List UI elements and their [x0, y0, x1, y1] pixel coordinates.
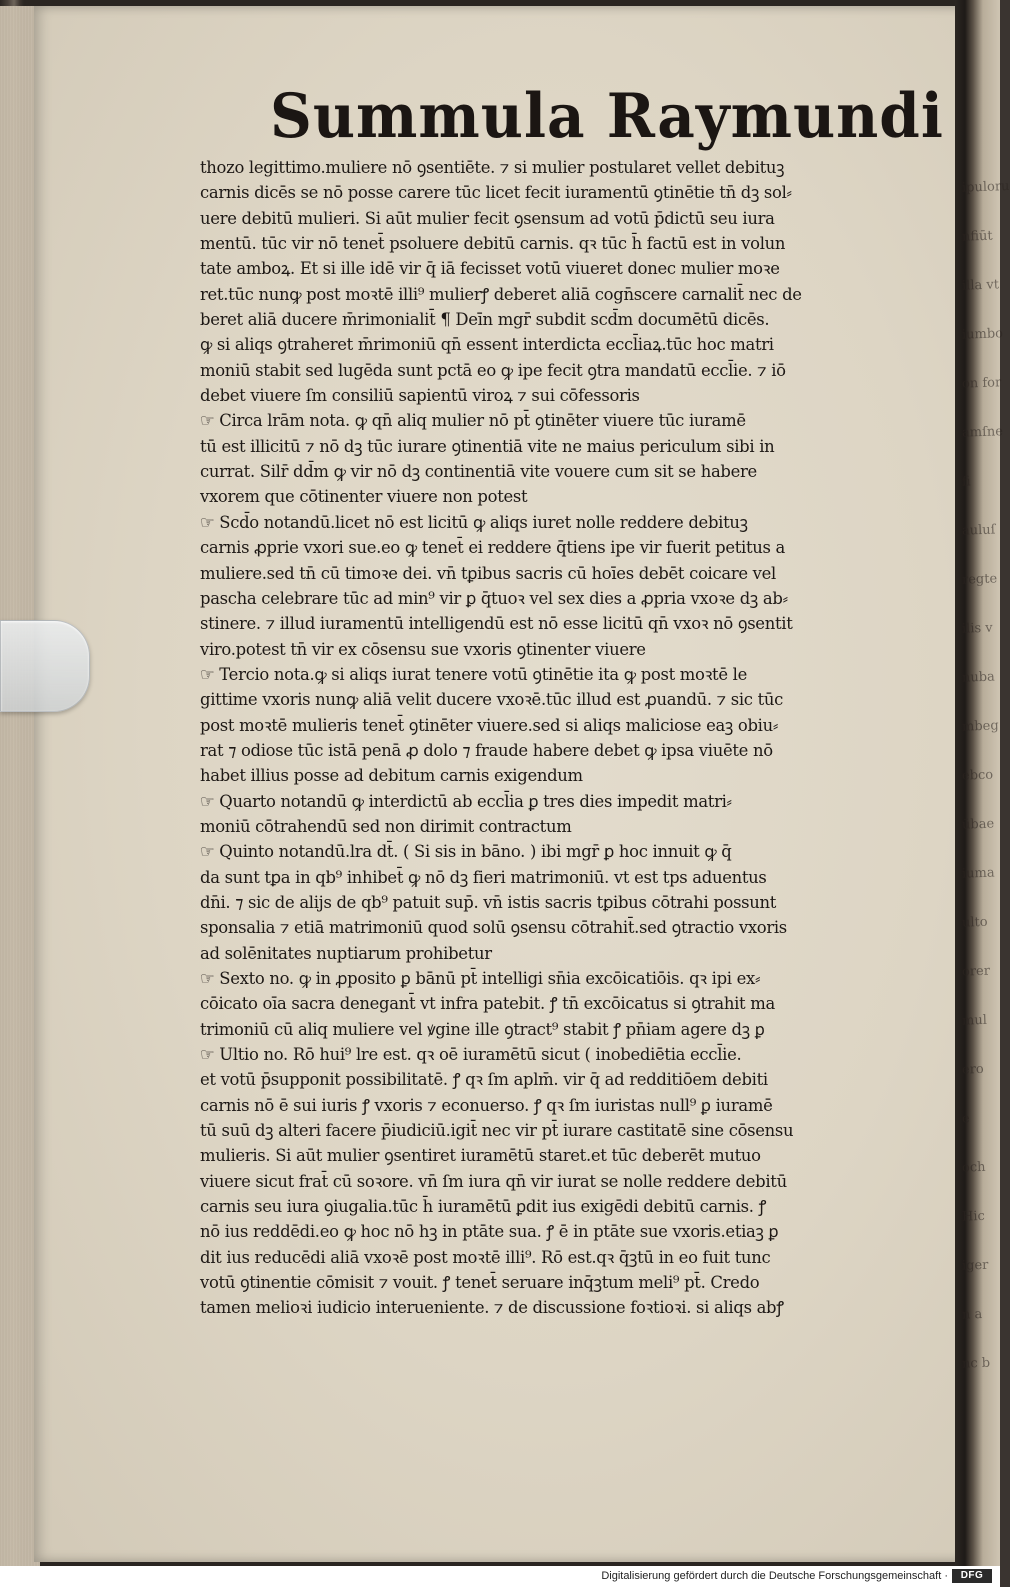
text-line: carnis seu iura ꝯiugalia.tūc h̄ iuramētū ꝑdit ius exigēdi debitū carnis. ꝭ	[200, 1197, 767, 1217]
text-line: ☞ Ultio no. Rō hui⁹ lre est. qꝛ oē iuramētū sicut ( inobediētia eccl̄ie.	[200, 1045, 742, 1065]
text-line: cōicato oīa sacra denegant̄ vt infra patebit. ꝭ tn̄ excōicatus si ꝯtrahit ma	[200, 994, 775, 1014]
text-line: vxorem que cōtinenter viuere non potest	[200, 487, 528, 507]
text-line: carnis dicēs se nō posse carere tūc licet fecit iuramentū ꝯtinētie tn̄ dꝫ sol⸗	[200, 183, 792, 203]
text-line: ꝙ si aliqs ꝯtraheret m̄rimoniū qn̄ essent interdicta eccl̄iaꝝ.tūc hoc matri	[200, 335, 774, 355]
facing-fragment: iuma	[961, 865, 995, 882]
body-text	[200, 155, 880, 1321]
facing-fragment: ūbae	[961, 816, 995, 833]
text-line: dn̄i. ⁊ sic de alijs de qb⁹ patuit sup̄. vn̄ istis sacris tꝑibus cōtrahi possunt	[200, 892, 777, 912]
text-line: muliere.sed tn̄ cū timoꝛe dei. vn̄ tꝑibus sacris cū hoīes debēt coicare vel	[200, 563, 776, 583]
text-line: ☞ Sexto no. ꝙ in ꝓposito ꝑ bānū pt̄ intelligi sn̄ia excōicatiōis. qꝛ ipi ex⸗	[200, 969, 761, 988]
text-line: tū suū dꝫ alteri facere p̄iudiciū.igit̄ nec vir pt̄ iurare castitatē sine cōsensu	[200, 1121, 794, 1141]
text-line: sponsalia ⁊ etiā matrimoniū quod solū ꝯsensu cōtrahit̄.sed ꝯtractio vxoris	[200, 918, 787, 938]
text-line: mulieris. Si aūt mulier ꝯsentiret iuramētū staret.et tūc deberēt mutuo	[200, 1146, 761, 1166]
text-line: da sunt tꝑa in qb⁹ inhibet̄ ꝙ nō dꝫ fieri matrimoniū. vt est tps aduentus	[200, 867, 767, 887]
facing-fragment: ilis v	[961, 620, 993, 637]
facing-fragment: n a	[961, 1306, 983, 1323]
text-line: gittime vxoris nunꝙ aliā velit ducere vxoꝛē.tūc illud est ꝓuandū. ⁊ sic tūc	[200, 690, 783, 710]
text-line: viuere sicut frat̄ cū soꝛore. vn̄ ſm iura qn̄ vir iurat se nolle reddere debitū	[200, 1171, 787, 1191]
facing-fragment: regte	[961, 571, 998, 588]
text-line: post moꝛtē mulieris tenet̄ ꝯtinēter viuere.sed si aliqs maliciose eaꝫ obiu⸗	[200, 715, 779, 735]
text-line: ad solēnitates nuptiarum prohibetur	[200, 943, 492, 963]
text-line: beret aliā ducere m̄rimonialit̄ ¶ Deīn mgr̄ subdit scd̄m documētū dicēs.	[200, 310, 770, 330]
text-line: thozo legittimo.muliere nō ꝯsentiēte. ⁊ si mulier postularet vellet debituꝫ	[200, 158, 785, 177]
dfg-logo: DFG	[952, 1569, 992, 1583]
facing-fragment: ero	[961, 1061, 984, 1078]
text-line: ☞ Quinto notandū.lra dt̄. ( Si sis in bāno. ) ibi mgr̄ ꝑ hoc innuit ꝙ q̄	[200, 842, 732, 862]
facing-fragment: on for	[961, 375, 1002, 392]
text-line: rat ⁊ odiose tūc istā penā ꝓ dolo ⁊ fraude habere debet ꝙ ipsa viuēte nō	[200, 740, 773, 760]
facing-fragment: nuba	[961, 669, 996, 686]
text-line: tate amboꝝ. Et si ille idē vir q̄ iā fecisset votū viueret donec mulier moꝛe	[200, 259, 780, 279]
text-line: moniū cōtrahendū sed non dirimit contractum	[200, 816, 572, 836]
text-line: moniū stabit sed lugēda sunt pctā eo ꝙ ipe fecit ꝯtra mandatū eccl̄ie. ⁊ iō	[200, 360, 786, 380]
text-line: votū ꝯtinentie cōmisit ⁊ vouit. ꝭ tenet̄ seruare inq̄ꝫtum meli⁹ pt̄. Credo	[200, 1273, 760, 1293]
facing-fragment: iger	[961, 1257, 989, 1274]
facing-fragment: ipuloru	[961, 179, 1010, 196]
facing-fragment: mul	[961, 1012, 988, 1029]
text-line: carnis ꝓprie vxori sue.eo ꝙ tenet̄ ei reddere q̄tiens ipe vir fuerit petitus a	[200, 538, 786, 558]
text-line: uere debitū mulieri. Si aūt mulier fecit ꝯsensum ad votū p̄dictū seu iura	[200, 208, 775, 228]
text-line: trimoniū cū aliq muliere vel ꝟgine ille ꝯtract⁹ stabit ꝭ pn̄iam agere dꝫ ꝑ	[200, 1019, 765, 1039]
facing-fragment: nfiūt	[961, 228, 993, 245]
facing-fragment: illa vt	[961, 277, 1000, 294]
text-line: ☞ Scd̄o notandū.licet nō est licitū ꝙ aliqs iuret nolle reddere debituꝫ	[200, 512, 748, 532]
page-title: Summula Raymundi	[270, 80, 944, 152]
text-line: habet illius posse ad debitum carnis exigendum	[200, 766, 583, 786]
facing-fragment: och	[961, 1159, 986, 1176]
facing-fragment: auluſ	[961, 522, 996, 539]
text-line: tū est illicitū ⁊ nō dꝫ tūc iurare ꝯtinentiā vite ne maius periculum sibi in	[200, 436, 775, 456]
text-line: debet viuere ſm consiliū sapientū viroꝝ ⁊ sui cōfessoris	[200, 386, 640, 406]
facing-fragment: ebco	[961, 767, 994, 784]
text-line: currat. Silr̄ dd̄m ꝙ vir nō dꝫ continentiā vite vouere cum sit se habere	[200, 462, 757, 482]
facing-page-fragments	[961, 179, 1010, 1372]
text-line: ret.tūc nunꝙ post moꝛtē illi⁹ mulierꝭ deberet aliā cogn̄scere carnalit̄ nec de	[200, 284, 802, 304]
facing-fragment: ulto	[961, 914, 988, 931]
facing-fragment: Hic	[961, 1208, 986, 1225]
facing-fragment: orer	[961, 963, 991, 980]
text-line: tamen melioꝛi iudicio interueniente. ⁊ de discussione foꝛtioꝛi. si aliqs abꝭ	[200, 1298, 784, 1318]
text-line: ☞ Circa lrām nota. ꝙ qn̄ aliq mulier nō pt̄ ꝯtinēter viuere tūc iuramē	[200, 411, 746, 431]
text-line: et votū p̄supponit possibilitatē. ꝭ qꝛ ſm aplm̄. vir q̄ ad redditiōem debiti	[200, 1070, 768, 1090]
text-line: nō ius reddēdi.eo ꝙ hoc nō hꝫ in ptāte sua. ꝭ ē in ptāte sue vxoris.etiaꝫ ꝑ	[200, 1222, 779, 1242]
text-line: dit ius reducēdi aliā vxoꝛē post moꝛtē illi⁹. Rō est.qꝛ q̄ꝫtū in eo fuit tunc	[200, 1247, 771, 1267]
text-line: mentū. tūc vir nō tenet̄ psoluere debitū carnis. qꝛ tūc h̄ factū est in volun	[200, 234, 786, 254]
facing-fragment: fi	[961, 474, 971, 490]
text-line: viro.potest tn̄ vir ex cōsensu sue vxoris ꝯtinenter viuere	[200, 639, 646, 659]
text-line: stinere. ⁊ illud iuramentū intelligendū est nō esse licitū qn̄ vxoꝛ nō ꝯsentit	[200, 614, 793, 634]
facing-fragment: e	[961, 1111, 970, 1127]
facing-fragment: amſne	[961, 424, 1004, 441]
text-line: carnis nō ē sui iuris ꝭ vxoris ⁊ econuerso. ꝭ qꝛ ſm iuristas null⁹ ꝑ iuramē	[200, 1095, 773, 1115]
text-line: ☞ Tercio nota.ꝙ si aliqs iurat tenere votū ꝯtinētie ita ꝙ post moꝛtē le	[200, 664, 747, 684]
digitization-credit: Digitalisierung gefördert durch die Deutsche Forschungsgemeinschaft ·	[601, 1570, 948, 1582]
facing-fragment: mbeg	[961, 718, 999, 735]
facing-fragment: nc b	[961, 1355, 991, 1372]
facing-fragment: iumbo	[961, 326, 1004, 343]
text-line: pascha celebrare tūc ad min⁹ vir ꝑ q̄tuoꝛ vel sex dies a ꝓpria vxoꝛe dꝫ ab⸗	[200, 588, 788, 608]
text-line: ☞ Quarto notandū ꝙ interdictū ab eccl̄ia ꝑ tres dies impedit matri⸗	[200, 791, 732, 811]
page-clip	[0, 620, 90, 712]
